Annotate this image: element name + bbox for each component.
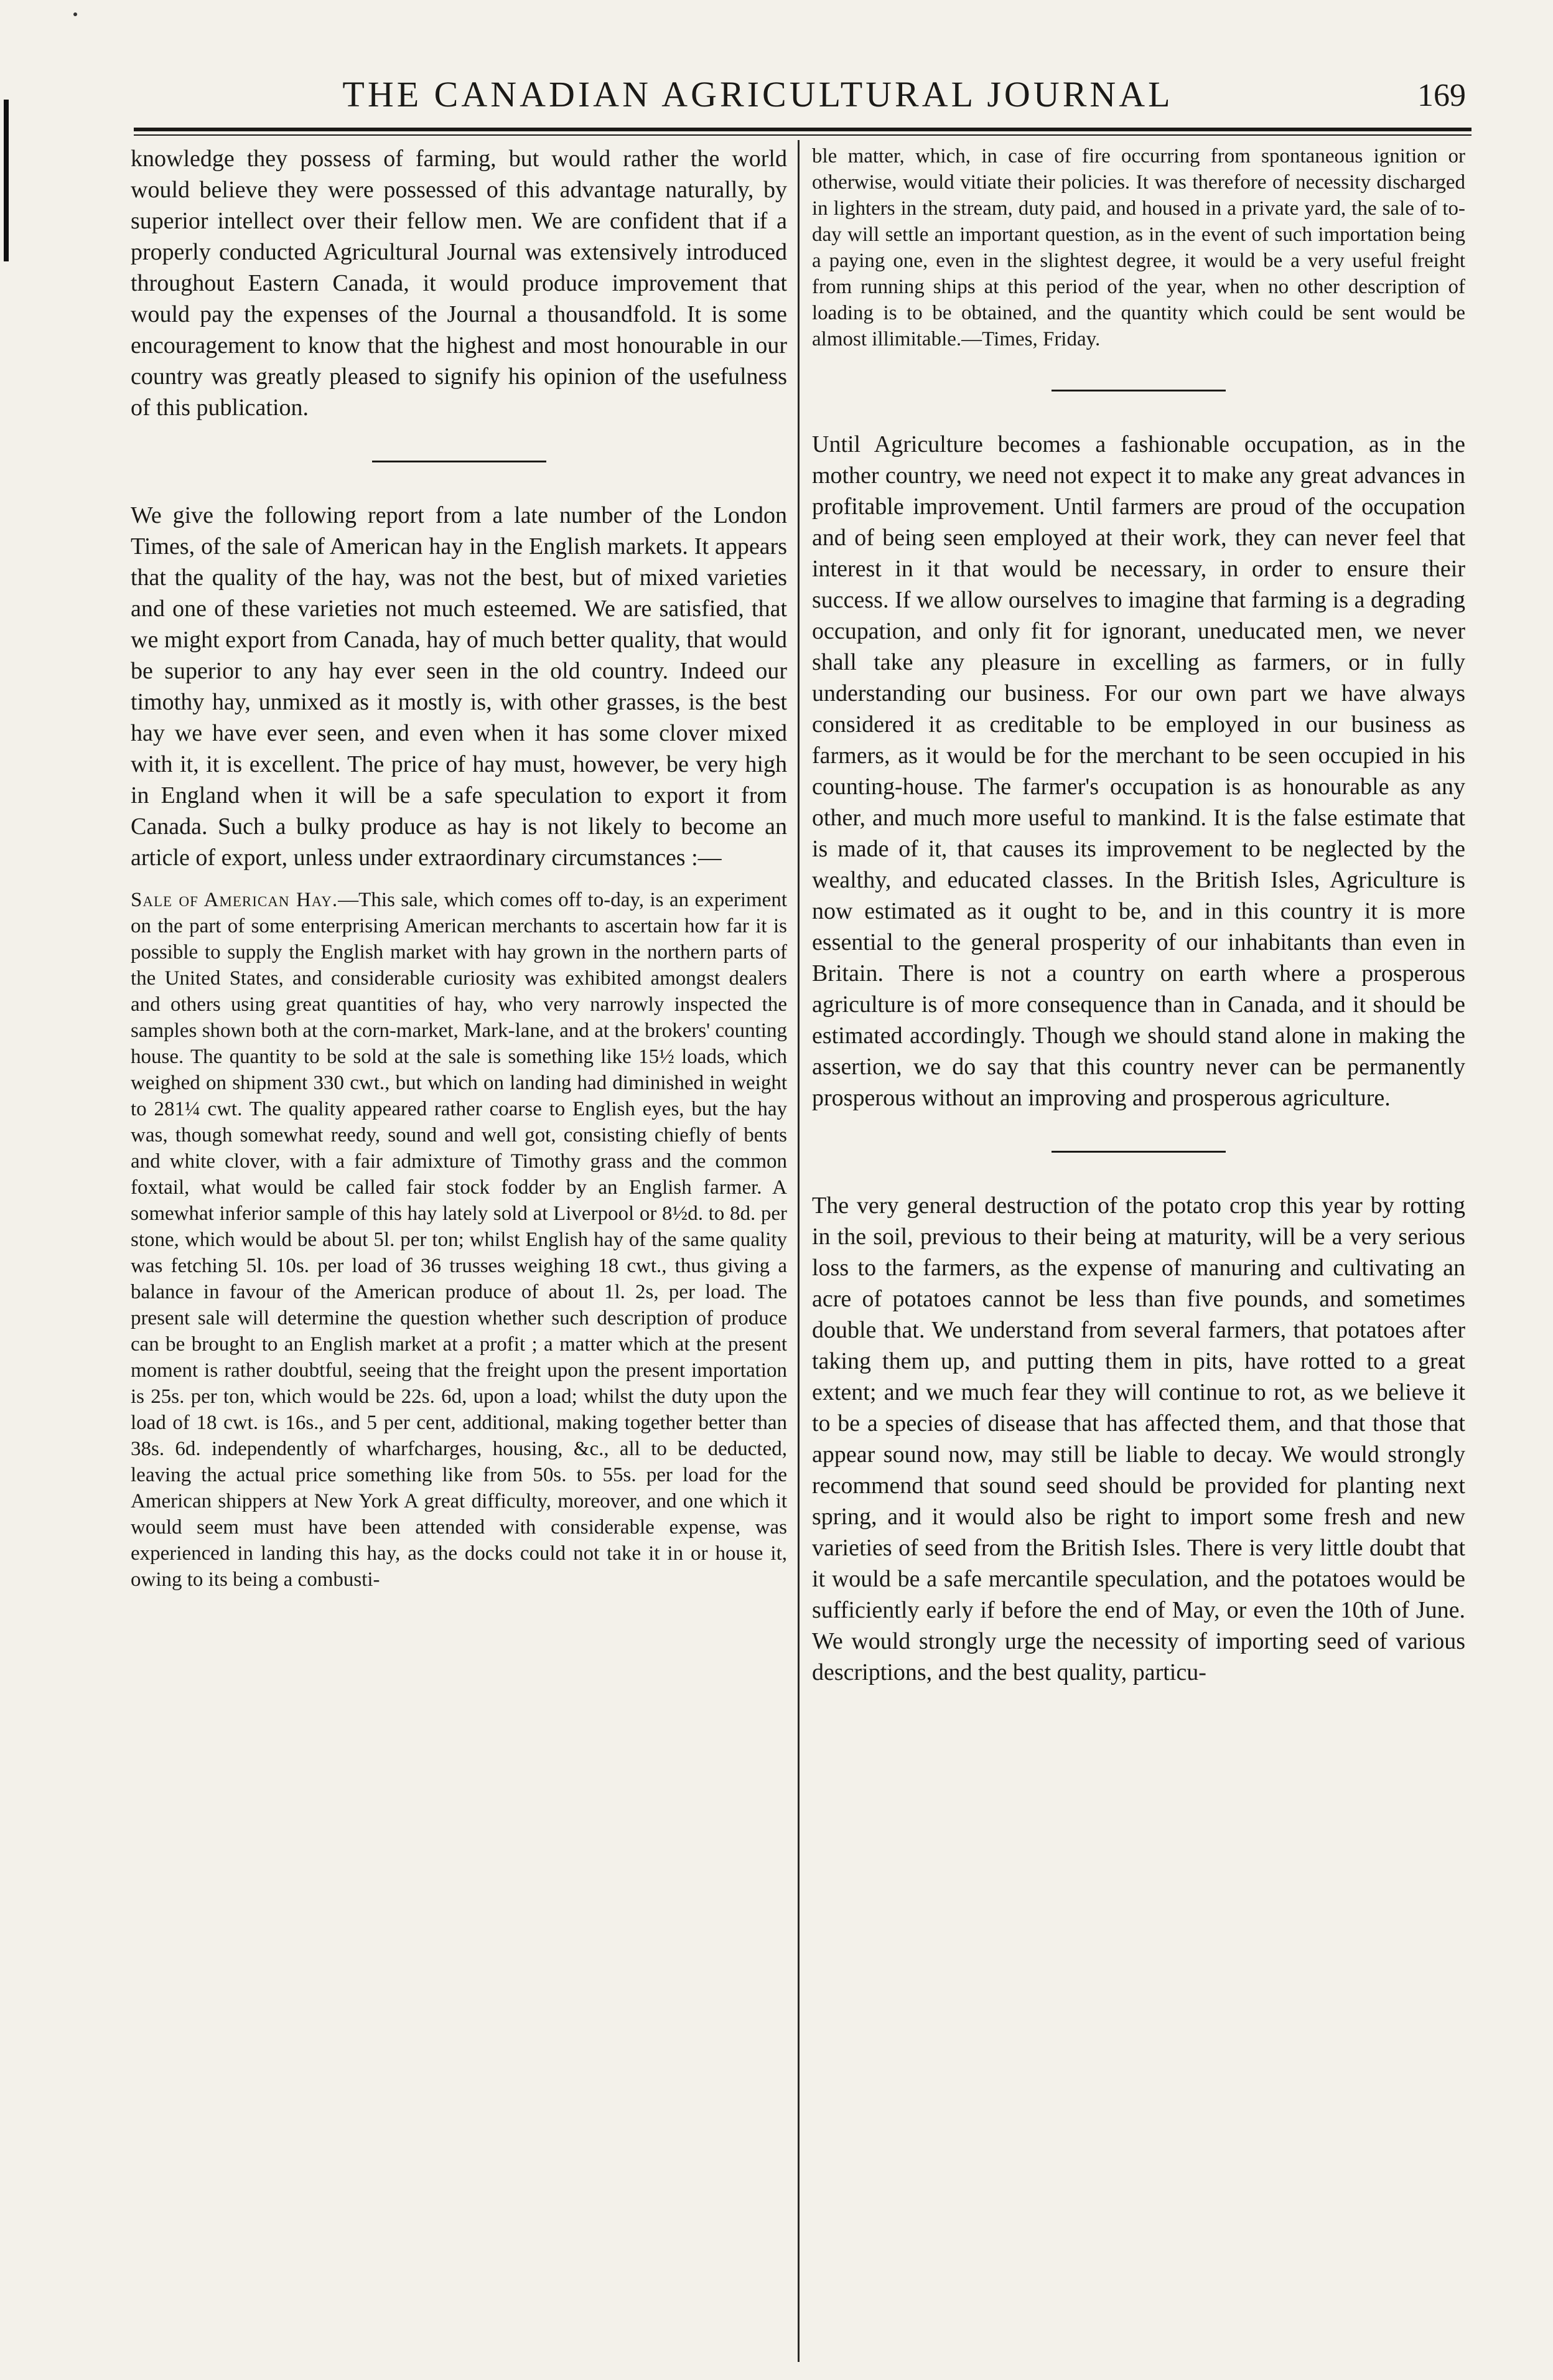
right-column [812, 143, 1465, 2359]
hay-sale-report [131, 887, 787, 1593]
american-hay-intro-paragraph: We give the following report from a late number of the London Times, of the sale of American hay in the English markets. It appears that the quality of the hay, was not the best, but of mixed varieties and one of these varieties not much esteemed. We are satisfied, that we might export from Canada, hay of much better quality, that would be superior to any hay ever seen in the old country. Indeed our timothy hay, unmixed as it mostly is, with other grasses, is the best hay we have ever seen, and even when it has some clover mixed with it, it is excellent. The price of hay must, however, be very high in England when it will be a safe speculation to export it from Canada. Such a bulky produce as hay is not likely to become an article of export, unless under extraordinary circumstances :— [131, 502, 787, 871]
journal-title: THE CANADIAN AGRICULTURAL JOURNAL [342, 74, 1173, 115]
print-speck [73, 12, 77, 16]
section-separator [1052, 1151, 1226, 1153]
hay-sale-heading: Sale of American Hay. [131, 889, 338, 911]
section-separator [372, 461, 546, 462]
running-head [50, 25, 1466, 115]
farming-knowledge-paragraph: knowledge they possess of farming, but would rather the world would believe they were possessed of this advantage naturally, by superior intellect over their fellow men. We are confident that if a properly conducted Agricultural Journal was extensively introduced throughout Eastern Canada, it would produce improvement that would pay the expenses of the Journal a thousandfold. It is some encouragement to know that the highest and most honourable in our country was greatly pleased to signify his opinion of the usefulness of this publication. [131, 146, 787, 421]
left-column [131, 143, 787, 2359]
hay-sale-continuation: ble matter, which, in case of fire occurring from spontaneous ignition or otherwise, would vitiate their policies. It was therefore of necessity discharged in lighters in the stream, duty paid, and housed in a private yard, the sale of to-day will settle an important question, as in the event of such importation being a paying one, even in the slightest degree, it would be a very useful freight from running ships at this period of the year, when no other description of loading is to be obtained, and the quantity which could be sent would be almost illimitable.—Times, Friday. [812, 145, 1465, 350]
potato-crop-paragraph: The very general destruction of the potato crop this year by rotting in the soil, previous to their being at maturity, will be a very serious loss to the farmers, as the expense of manuring and cultivating an acre of potatoes cannot be less than five pounds, and sometimes double that. We understand from several farmers, that potatoes after taking them up, and putting them in pits, have rotted to a great extent; and we much fear they will continue to rot, as we believe it to be a species of disease that has affected them, and that those that appear sound now, may still be liable to decay. We would strongly recommend that sound seed should be provided for planting next spring, and it would also be right to import some fresh and new varieties of seed from the British Isles. There is very little doubt that it would be a safe mercantile speculation, and the potatoes would be sufficiently early if before the end of May, or even the 10th of June. We would strongly urge the necessity of importing seed of various descriptions, and the best quality, particu- [812, 1192, 1465, 1685]
header-rule-thin [134, 134, 1471, 136]
section-separator [1052, 390, 1226, 391]
hay-sale-text: —This sale, which comes off to-day, is an experiment on the part of some enterprising American merchants to ascertain how far it is possible to supply the English market with hay grown in the northern parts of the United States, and considerable curiosity was exhibited amongst dealers and others using great quantities of hay, who very narrowly inspected the samples shown both at the corn-market, Mark-lane, and at the brokers' counting house. The quantity to be sold at the sale is something like 15½ loads, which weighed on shipment 330 cwt., but which on landing had diminished in weight to 281¼ cwt. The quality appeared rather coarse to English eyes, but the hay was, though somewhat reedy, sound and well got, consisting chiefly of bents and white clover, with a fair admixture of Timothy grass and the common foxtail, what would be called fair stock fodder by an English farmer. A somewhat inferior sample of this hay lately sold at Liverpool or 8½d. to 8d. per stone, which would be about 5l. per ton; whilst English hay of the same quality was fetching 5l. 10s. per load of 36 trusses weighing 18 cwt., thus giving a balance in favour of the American produce of about 1l. 2s, per load. The present sale will determine the question whether such description of produce can be brought to an English market at a profit ; a matter which at the present moment is rather doubtful, seeing that the freight upon the present importation is 25s. per ton, which would be 22s. 6d, upon a load; whilst the duty upon the load of 18 cwt. is 16s., and 5 per cent, additional, making together better than 38s. 6d. independently of wharfcharges, housing, &c., all to be deducted, leaving the actual price something like from 50s. to 55s. per load for the American shippers at New York A great difficulty, moreover, and one which it would seem must have been attended with considerable expense, was experienced in landing this hay, as the docks could not take it in or house it, owing to its being a combusti- [131, 889, 787, 1591]
page-number: 169 [1417, 78, 1466, 113]
margin-mark [4, 100, 9, 261]
column-divider [798, 140, 800, 2362]
agriculture-occupation-paragraph: Until Agriculture becomes a fashionable occupation, as in the mother country, we need not expect it to make any great advances in profitable improvement. Until farmers are proud of the occupation and of being seen employed at their work, they can never feel that interest in it that would be necessary, in order to ensure their success. If we allow ourselves to imagine that farming is a degrading occupation, and only fit for ignorant, uneducated men, we never shall take any pleasure in excelling as farmers, or in fully understanding our business. For our own part we have always considered it as creditable to be employed in our business as farmers, as it would be for the merchant to be seen occupied in his counting-house. The farmer's occupation is as honourable as any other, and much more useful to mankind. It is the false estimate that is made of it, that causes its improvement to be neglected by the wealthy, and educated classes. In the British Isles, Agriculture is now estimated as it ought to be, and in this country it is more essential to the general prosperity of our inhabitants than even in Britain. There is not a country on earth where a prosperous agriculture is of more consequence than in Canada, and it should be estimated accordingly. Though we should stand alone in making the assertion, we do say that this country never can be permanently prosperous without an improving and prosperous agriculture. [812, 431, 1465, 1111]
header-rule [134, 128, 1471, 131]
